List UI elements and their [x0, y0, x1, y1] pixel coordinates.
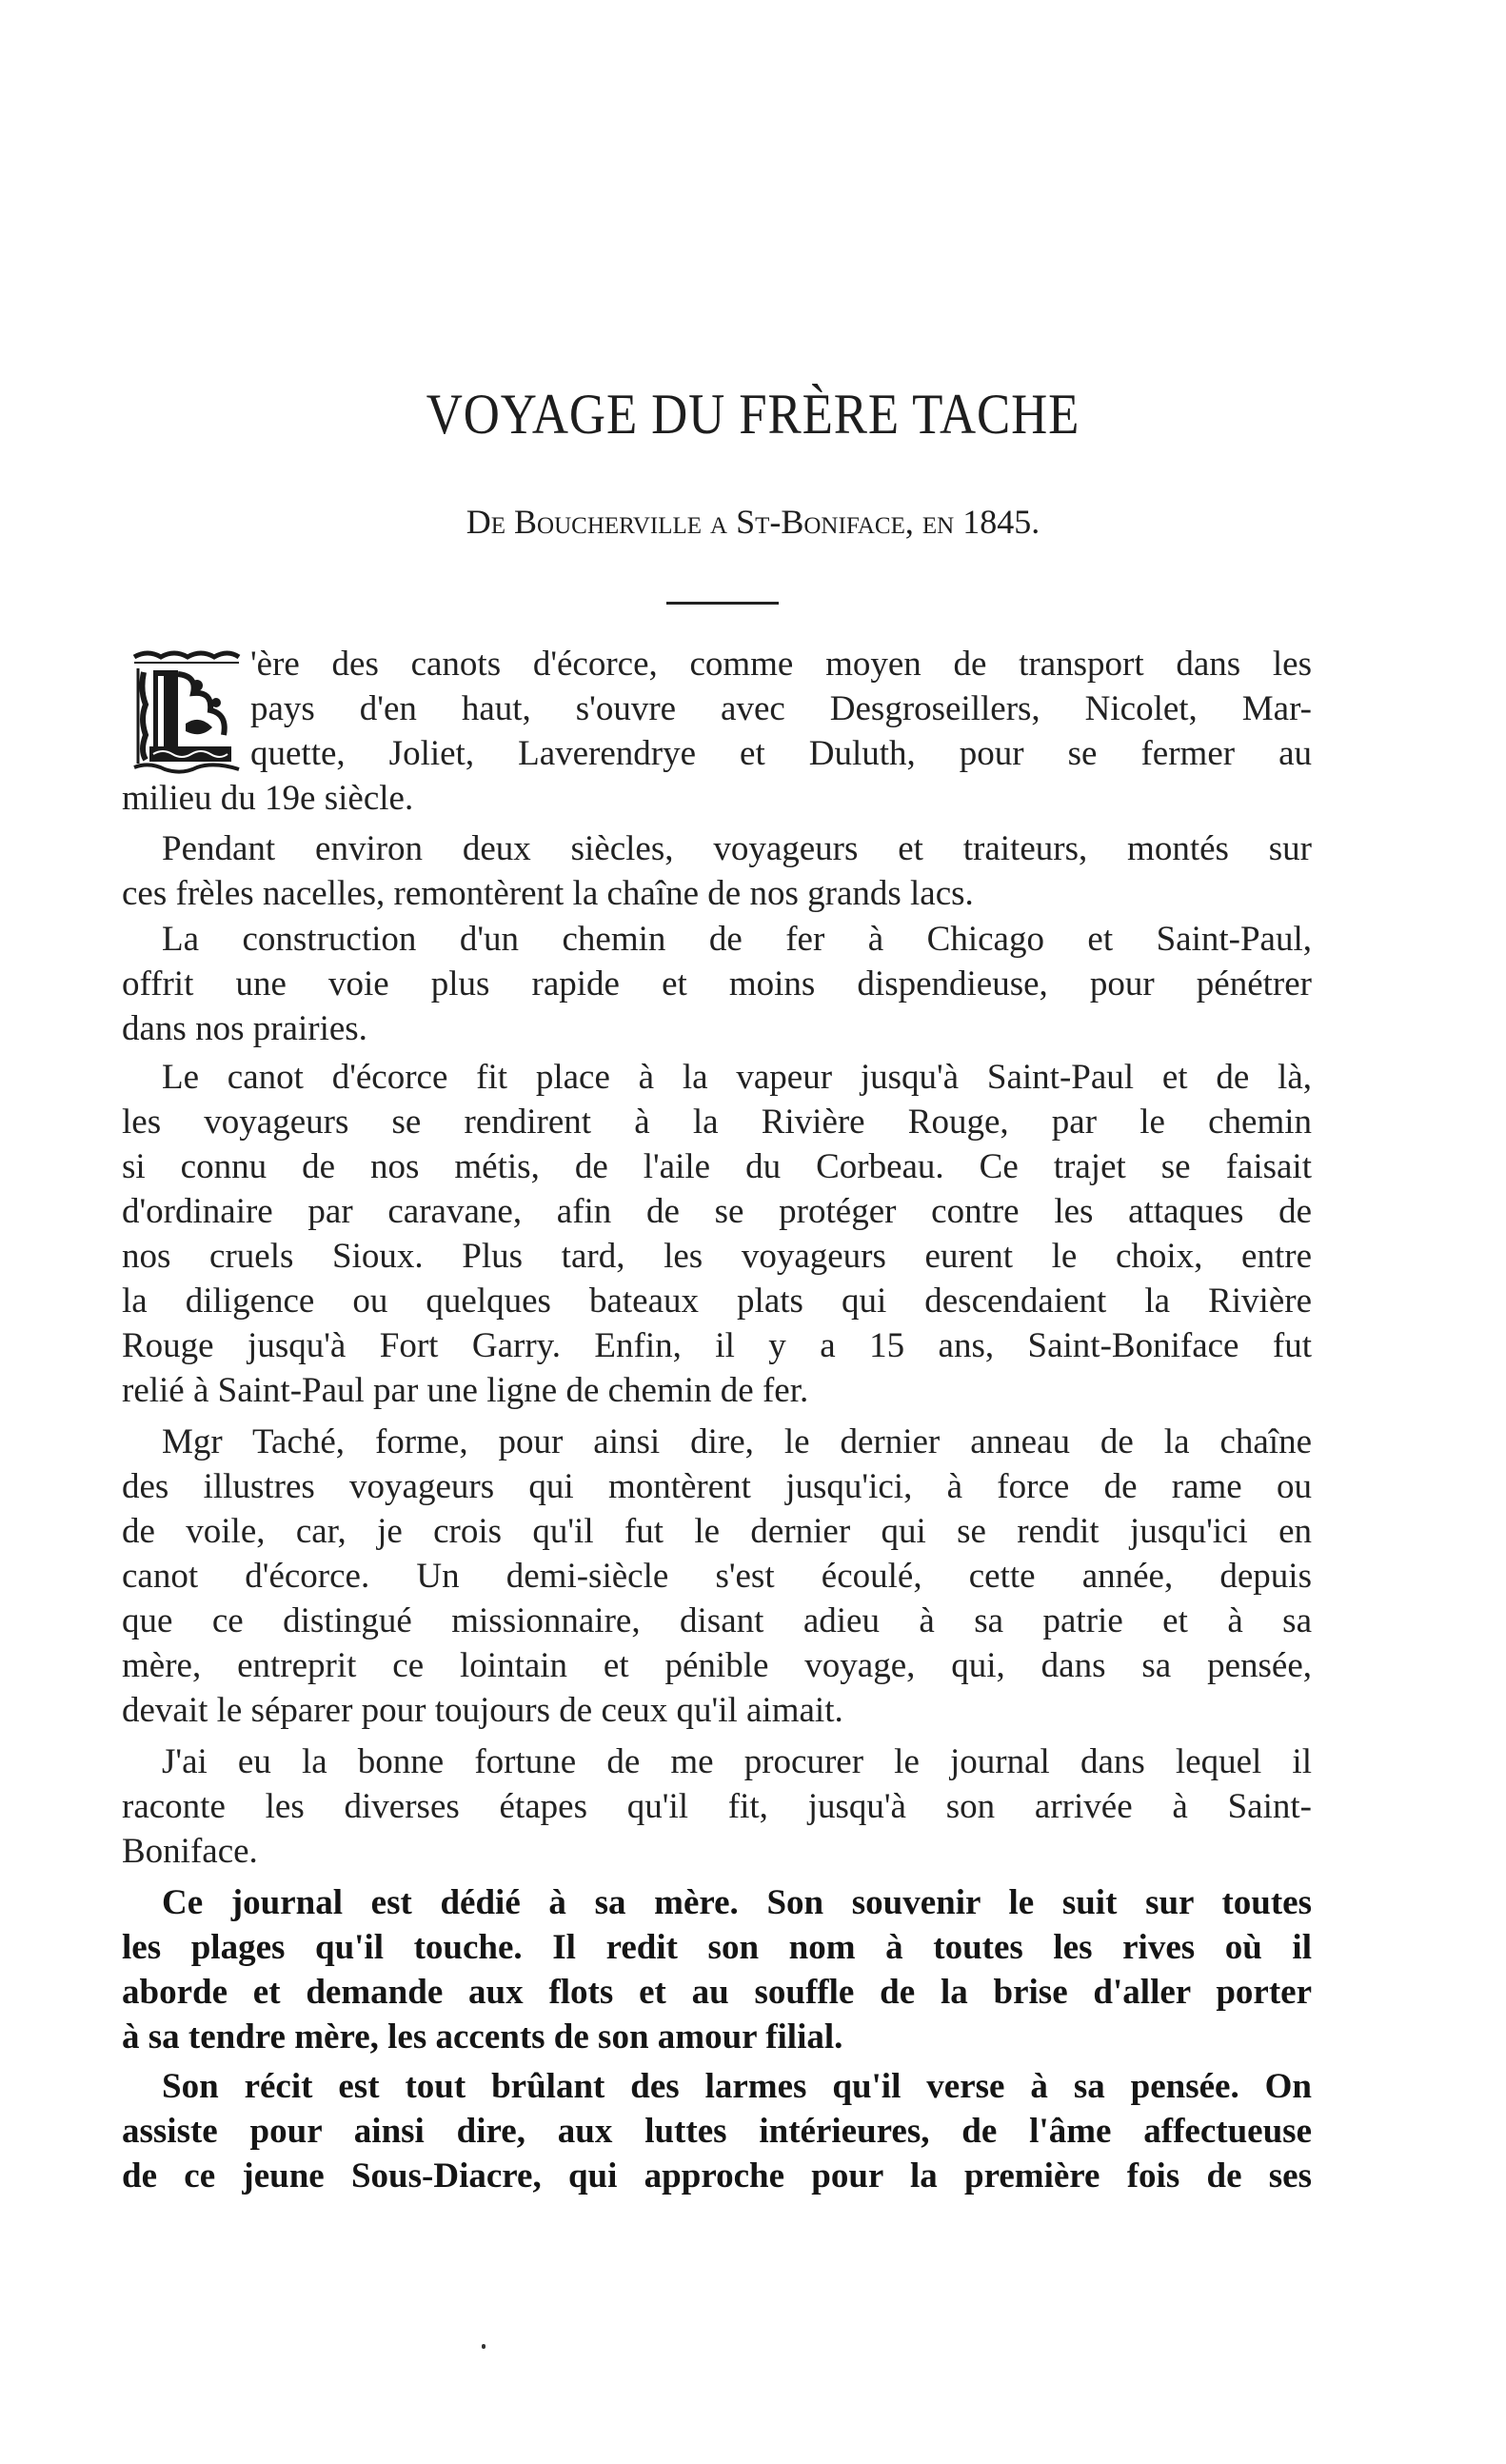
- text-line: canot d'écorce. Un demi-siècle s'est écoulé, cette année, depuis: [122, 1557, 1312, 1596]
- page-title: VOYAGE DU FRÈRE TACHE: [426, 383, 1080, 446]
- text-line: les voyageurs se rendirent à la Rivière Rouge, par le chemin: [122, 1103, 1312, 1142]
- text-line: offrit une voie plus rapide et moins dispendieuse, pour pénétrer: [122, 964, 1312, 1003]
- text-line: des illustres voyageurs qui montèrent jusqu'ici, à force de rame ou: [122, 1467, 1312, 1506]
- text-line: nos cruels Sioux. Plus tard, les voyageurs eurent le choix, entre: [122, 1237, 1312, 1276]
- text-line: La construction d'un chemin de fer à Chicago et Saint-Paul,: [162, 920, 1312, 959]
- text-line: raconte les diverses étapes qu'il fit, jusqu'à son arrivée à Saint-: [122, 1787, 1312, 1826]
- text-line: pays d'en haut, s'ouvre avec Desgroseillers, Nicolet, Mar-: [250, 689, 1312, 728]
- text-line: aborde et demande aux flots et au souffle de la brise d'aller porter: [122, 1973, 1312, 2012]
- title-divider: [666, 602, 779, 605]
- text-line: d'ordinaire par caravane, afin de se protéger contre les attaques de: [122, 1192, 1312, 1231]
- text-line: de ce jeune Sous-Diacre, qui approche pour la première fois de ses: [122, 2156, 1312, 2196]
- text-line: Le canot d'écorce fit place à la vapeur jusqu'à Saint-Paul et de là,: [162, 1058, 1312, 1097]
- page-subtitle: De Boucherville a St-Boniface, en 1845.: [466, 503, 1040, 541]
- print-speck: [482, 2344, 485, 2349]
- text-line: milieu du 19e siècle.: [122, 779, 414, 818]
- text-line: dans nos prairies.: [122, 1009, 367, 1048]
- text-line: quette, Joliet, Laverendrye et Duluth, pour se fermer au: [250, 734, 1312, 773]
- text-line: Rouge jusqu'à Fort Garry. Enfin, il y a 15 ans, Saint-Boniface fut: [122, 1326, 1312, 1365]
- text-line: à sa tendre mère, les accents de son amour filial.: [122, 2017, 843, 2057]
- text-line: de voile, car, je crois qu'il fut le dernier qui se rendit jusqu'ici en: [122, 1512, 1312, 1551]
- text-line: devait le séparer pour toujours de ceux qu'il aimait.: [122, 1691, 843, 1730]
- text-line: si connu de nos métis, de l'aile du Corbeau. Ce trajet se faisait: [122, 1147, 1312, 1186]
- text-line: les plages qu'il touche. Il redit son nom à toutes les rives où il: [122, 1928, 1312, 1967]
- text-line: Mgr Taché, forme, pour ainsi dire, le dernier anneau de la chaîne: [162, 1422, 1312, 1461]
- text-line: que ce distingué missionnaire, disant adieu à sa patrie et à sa: [122, 1601, 1312, 1640]
- text-line: Boniface.: [122, 1832, 258, 1871]
- text-line: Ce journal est dédié à sa mère. Son souvenir le suit sur toutes: [162, 1883, 1312, 1922]
- text-line: assiste pour ainsi dire, aux luttes intérieures, de l'âme affectueuse: [122, 2112, 1312, 2151]
- text-line: la diligence ou quelques bateaux plats qui descendaient la Rivière: [122, 1282, 1312, 1321]
- text-line: Son récit est tout brûlant des larmes qu'il verse à sa pensée. On: [162, 2067, 1312, 2106]
- text-line: Pendant environ deux siècles, voyageurs et traiteurs, montés sur: [162, 829, 1312, 868]
- text-line: J'ai eu la bonne fortune de me procurer le journal dans lequel il: [162, 1742, 1312, 1781]
- text-line: ces frèles nacelles, remontèrent la chaîne de nos grands lacs.: [122, 874, 974, 913]
- text-line: relié à Saint-Paul par une ligne de chemin de fer.: [122, 1371, 809, 1410]
- text-line: 'ère des canots d'écorce, comme moyen de transport dans les: [250, 645, 1312, 684]
- text-line: mère, entreprit ce lointain et pénible voyage, qui, dans sa pensée,: [122, 1646, 1312, 1685]
